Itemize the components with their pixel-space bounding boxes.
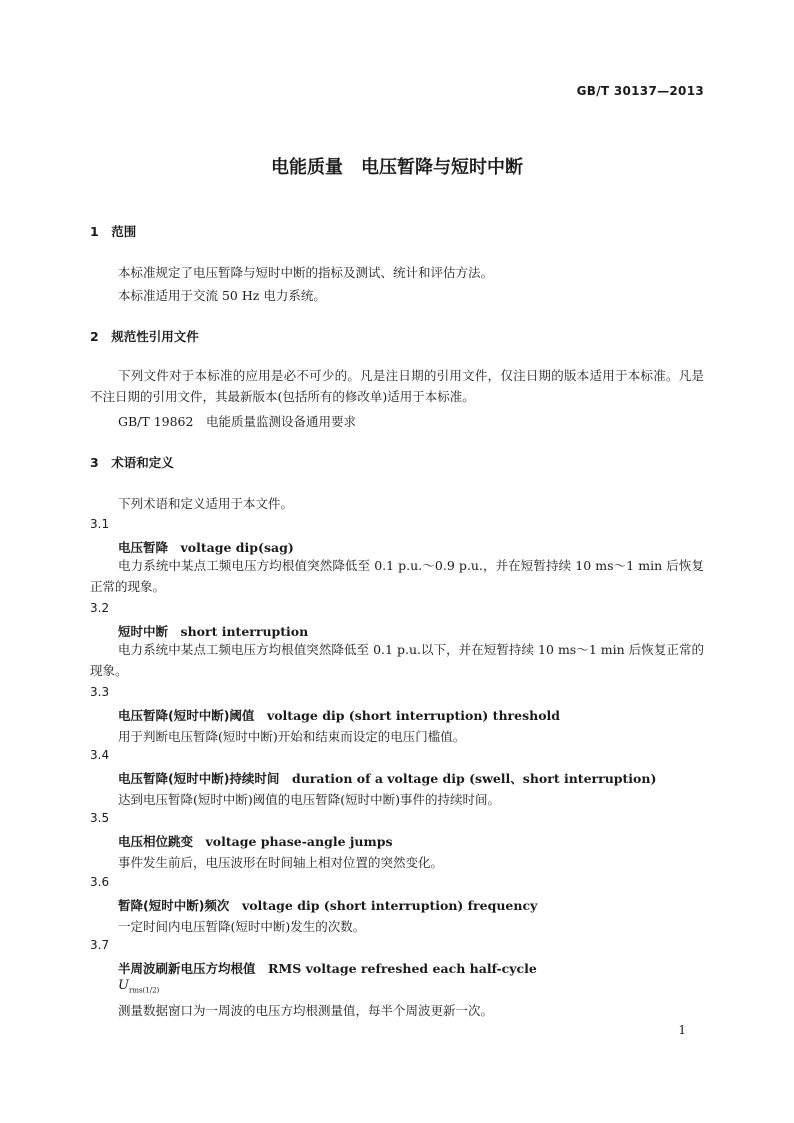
term-definition: 一定时间内电压暂降(短时中断)发生的次数。: [118, 919, 366, 934]
term-zh: 电压暂降(短时中断)阈值: [118, 708, 255, 723]
term-number: 3.7: [90, 938, 110, 952]
term-definition: 电力系统中某点工频电压方均根值突然降低至 0.1 p.u.～0.9 p.u.，并在短暂持续 10 ms～1 min 后恢复正常的现象。: [90, 558, 704, 594]
term-en: voltage dip(sag): [180, 540, 294, 555]
term-heading: [118, 959, 537, 977]
term-definition: 电力系统中某点工频电压方均根值突然降低至 0.1 p.u.以下，并在短暂持续 10 ms～1 min 后恢复正常的现象。: [90, 642, 704, 678]
term-en: voltage dip (short interruption) frequency: [241, 898, 538, 913]
document-title: 电能质量 电压暂降与短时中断: [271, 157, 523, 178]
term-definition: 事件发生前后，电压波形在时间轴上相对位置的突然变化。: [118, 855, 444, 870]
term-number: 3.1: [90, 517, 110, 531]
section-3-heading: [90, 453, 174, 471]
scope-paragraph: 本标准适用于交流 50 Hz 电力系统。: [118, 288, 326, 303]
term-en: RMS voltage refreshed each half-cycle: [268, 961, 537, 976]
section-title: 术语和定义: [111, 455, 174, 470]
term-en: voltage dip (short interruption) threshold: [266, 708, 561, 723]
section-1-heading: [90, 222, 136, 240]
term-definition: 测量数据窗口为一周波的电压方均根测量值，每半个周波更新一次。: [118, 1003, 494, 1018]
page-number: 1: [678, 1023, 686, 1037]
standard-number: GB/T 30137—2013: [576, 84, 704, 98]
term-zh: 短时中断: [118, 624, 169, 639]
term-number: 3.4: [90, 748, 110, 762]
symbol-main: U: [118, 978, 129, 993]
term-heading: [118, 832, 393, 850]
section-2-heading: [90, 327, 199, 345]
section-title: 规范性引用文件: [111, 329, 199, 344]
section-number: 3: [90, 455, 99, 470]
term-heading: [118, 769, 656, 787]
term-definition: 达到电压暂降(短时中断)阈值的电压暂降(短时中断)事件的持续时间。: [118, 792, 501, 807]
terms-intro: 下列术语和定义适用于本文件。: [118, 496, 294, 511]
symbol-subscript: rms(1/2): [128, 986, 160, 995]
term-zh: 电压暂降: [118, 540, 169, 555]
reference-item: GB/T 19862 电能质量监测设备通用要求: [118, 414, 356, 429]
term-number: 3.6: [90, 875, 110, 889]
term-symbol: [118, 978, 159, 995]
term-en: voltage phase-angle jumps: [205, 834, 393, 849]
scope-paragraph: 本标准规定了电压暂降与短时中断的指标及测试、统计和评估方法。: [118, 265, 494, 280]
section-number: 2: [90, 329, 99, 344]
term-zh: 电压相位跳变: [118, 834, 194, 849]
section-number: 1: [90, 224, 99, 239]
term-heading: [118, 622, 308, 640]
term-definition: 用于判断电压暂降(短时中断)开始和结束而设定的电压门槛值。: [118, 729, 466, 744]
term-number: 3.3: [90, 685, 110, 699]
term-heading: [118, 706, 560, 724]
term-number: 3.2: [90, 601, 110, 615]
term-heading: [118, 896, 537, 914]
term-en: short interruption: [180, 624, 309, 639]
normative-references-paragraph: 下列文件对于本标准的应用是必不可少的。凡是注日期的引用文件，仅注日期的版本适用于本标准。凡是不注日期的引用文件，其最新版本(包括所有的修改单)适用于本标准。: [90, 368, 704, 404]
term-heading: [118, 538, 294, 556]
term-zh: 电压暂降(短时中断)持续时间: [118, 771, 280, 786]
term-zh: 半周波刷新电压方均根值: [118, 961, 256, 976]
term-en: duration of a voltage dip (swell、short interruption): [291, 771, 657, 786]
term-number: 3.5: [90, 811, 110, 825]
term-zh: 暂降(短时中断)频次: [118, 898, 230, 913]
section-title: 范围: [111, 224, 137, 239]
